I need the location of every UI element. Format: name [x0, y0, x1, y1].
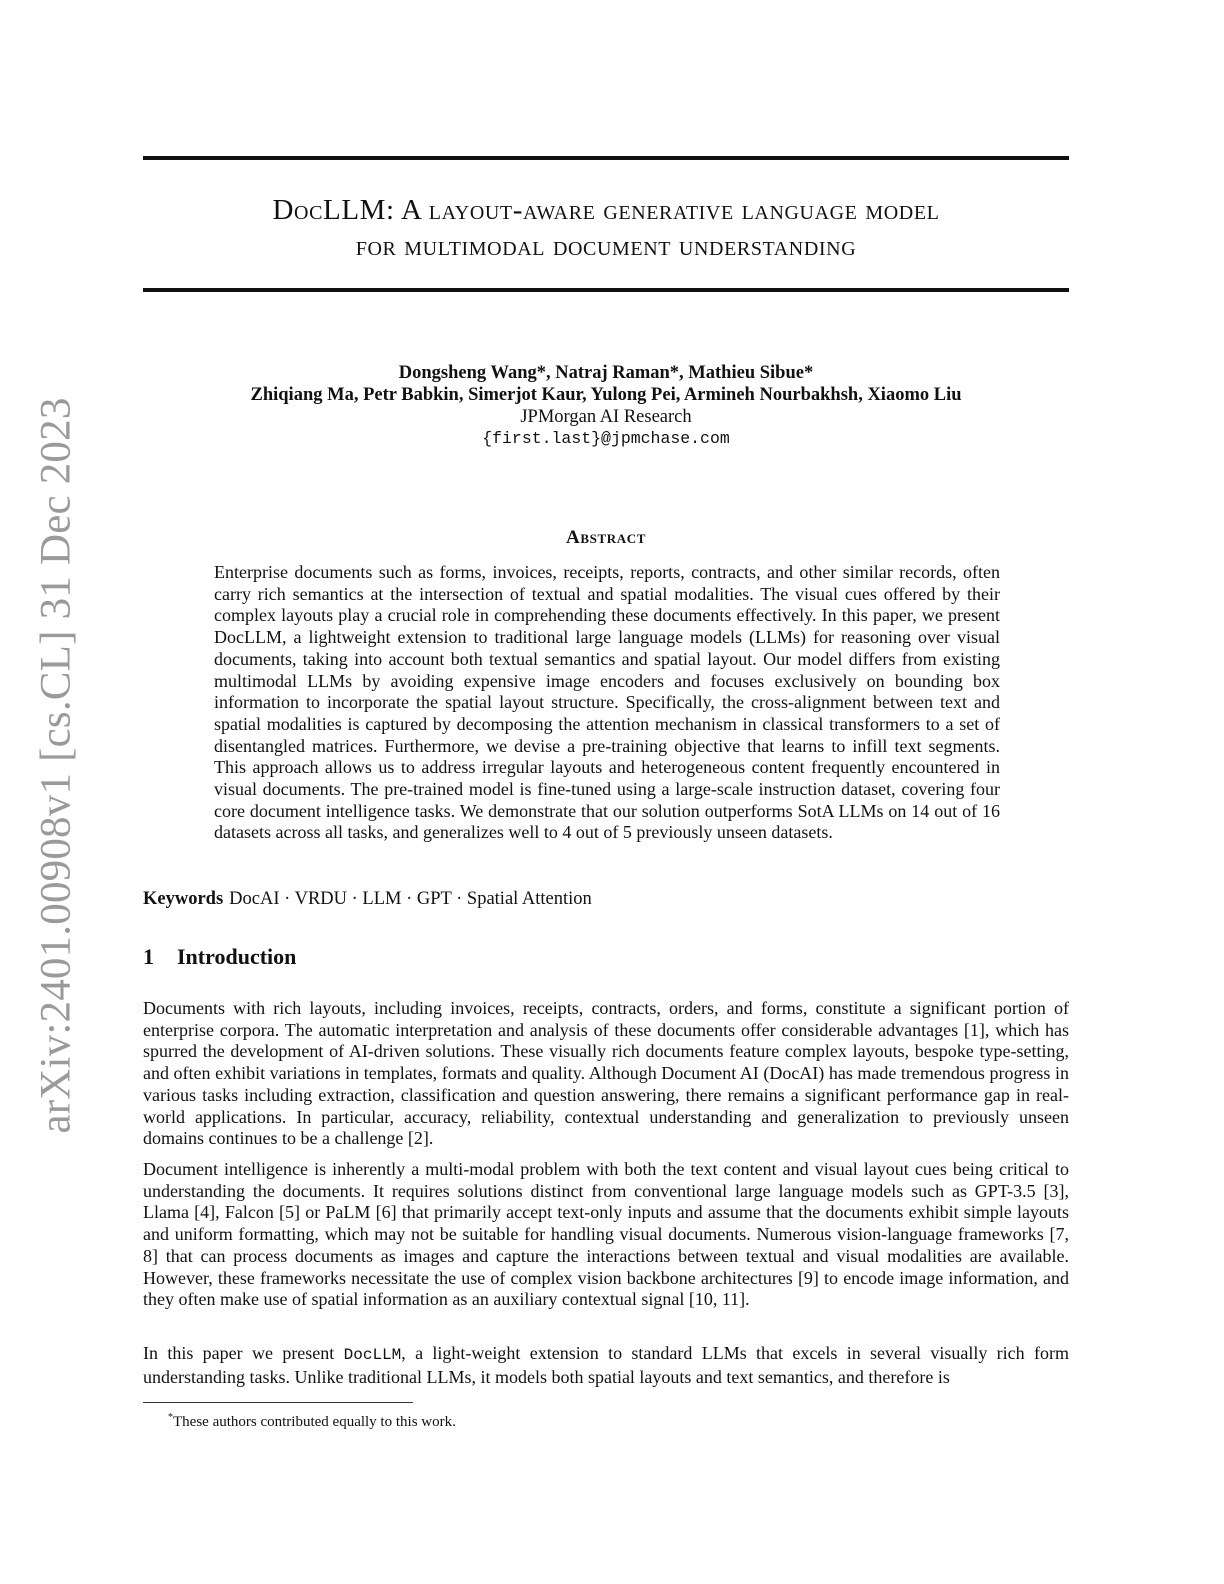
section-number: 1	[143, 944, 154, 969]
intro-paragraph-3	[143, 1343, 1069, 1388]
title-bottom-rule	[143, 288, 1069, 292]
keywords-line	[143, 888, 1069, 910]
footnote-mark: *	[168, 1412, 173, 1423]
footnote-rule	[143, 1402, 413, 1403]
docllm-name: DocLLM	[343, 1346, 402, 1364]
footnote	[168, 1409, 456, 1431]
intro-paragraph-1: Documents with rich layouts, including invoices, receipts, contracts, orders, and forms, constitute a significant portion of enterprise corpora. The automatic interpretation and analysis of these documents offer considerable advantages [1], which has spurred the development of AI-driven solutions. These visually rich documents feature complex layouts, bespoke type-setting, and often exhibit variations in templates, formats and quality. Although Document AI (DocAI) has made tremendous progress in various tasks including extraction, classification and question answering, there remains a significant performance gap in real-world applications. In particular, accuracy, reliability, contextual understanding and generalization to previously unseen domains continues to be a challenge [2].	[143, 998, 1069, 1149]
author-line-1: Dongsheng Wang*, Natraj Raman*, Mathieu Sibue*	[398, 363, 814, 383]
section-title: Introduction	[177, 944, 297, 969]
paper-title-line-1: DocLLM: A layout-aware generative language model	[272, 194, 940, 226]
paper-title	[143, 192, 1069, 264]
title-top-rule	[143, 156, 1069, 160]
intro-paragraph-3-end: , a light-weight extension to standard LLMs that excels in several visually rich form understanding tasks. Unlike traditional LLMs, it models both spatial layouts and text semantics, and therefore is	[143, 1343, 1069, 1387]
footnote-text: These authors contributed equally to this work.	[173, 1414, 456, 1430]
paper-title-line-2: for multimodal document understanding	[355, 230, 857, 262]
author-block	[143, 362, 1069, 450]
section-heading-introduction	[143, 944, 1069, 970]
author-line-2: Zhiqiang Ma, Petr Babkin, Simerjot Kaur, Yulong Pei, Armineh Nourbakhsh, Xiaomo Liu	[250, 385, 962, 405]
keywords-label: Keywords	[143, 889, 224, 909]
abstract-text: Enterprise documents such as forms, invoices, receipts, reports, contracts, and other similar records, often carry rich semantics at the intersection of textual and spatial modalities. The visual cues offered by their complex layouts play a crucial role in comprehending these documents effectively. In this paper, we present DocLLM, a lightweight extension to traditional large language models (LLMs) for reasoning over visual documents, taking into account both textual semantics and spatial layout. Our model differs from existing multimodal LLMs by avoiding expensive image encoders and focuses exclusively on bounding box information to incorporate the spatial layout structure. Specifically, the cross-alignment between text and spatial modalities is captured by decomposing the attention mechanism in classical transformers to a set of disentangled matrices. Furthermore, we devise a pre-training objective that learns to infill text segments. This approach allows us to address irregular layouts and heterogeneous content frequently encountered in visual documents. The pre-trained model is fine-tuned using a large-scale instruction dataset, covering four core document intelligence tasks. We demonstrate that our solution outperforms SotA LLMs on 14 out of 16 datasets across all tasks, and generalizes well to 4 out of 5 previously unseen datasets.	[214, 562, 1000, 843]
keywords-text: DocAI · VRDU · LLM · GPT · Spatial Attention	[229, 889, 592, 909]
author-email: {first.last}@jpmchase.com	[482, 429, 730, 448]
arxiv-stamp	[28, 396, 84, 1134]
abstract-heading: Abstract	[566, 527, 646, 548]
intro-paragraph-2: Document intelligence is inherently a multi-modal problem with both the text content and visual layout cues being critical to understanding the documents. It requires solutions distinct from conventional large language models such as GPT-3.5 [3], Llama [4], Falcon [5] or PaLM [6] that primarily accept text-only inputs and assume that the documents exhibit simple layouts and uniform formatting, which may not be suitable for handling visual documents. Numerous vision-language frameworks [7, 8] that can process documents as images and capture the interactions between textual and visual modalities are available. However, these frameworks necessitate the use of complex vision backbone architectures [9] to encode image information, and they often make use of spatial information as an auxiliary contextual signal [10, 11].	[143, 1159, 1069, 1310]
arxiv-stamp-text: arXiv:2401.00908v1 [cs.CL] 31 Dec 2023	[32, 396, 80, 1134]
affiliation: JPMorgan AI Research	[520, 407, 692, 427]
intro-paragraph-3-start: In this paper we present	[143, 1343, 344, 1363]
